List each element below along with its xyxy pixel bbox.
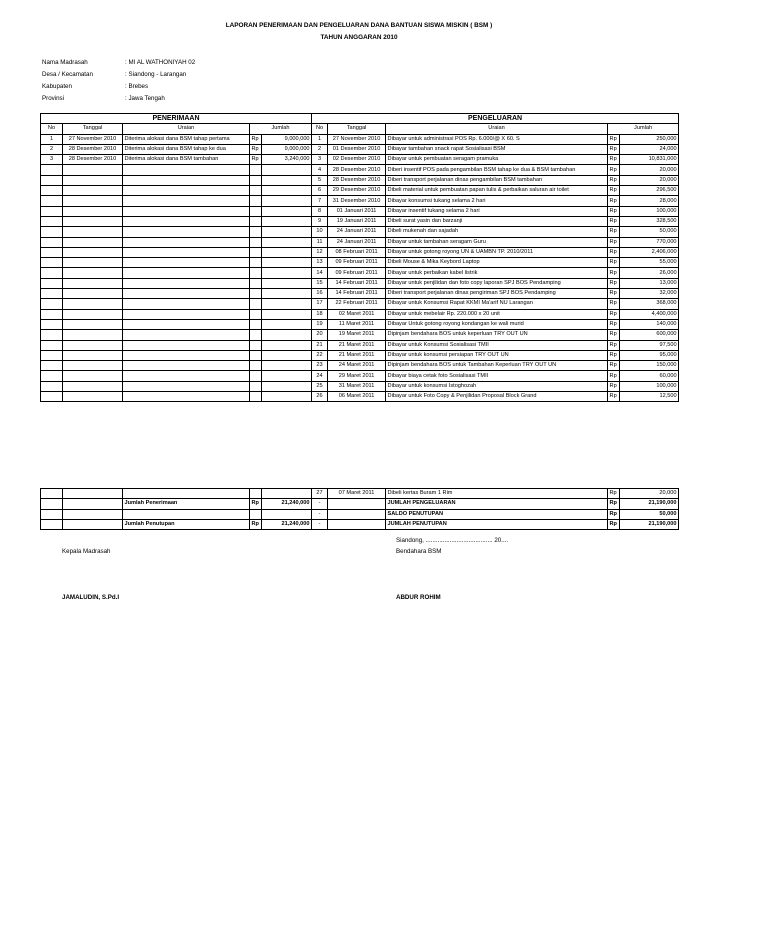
col-header-uraian: Uraian	[123, 124, 250, 134]
saldo-penutupan-value: 50,000	[620, 509, 679, 519]
pengeluaran-uraian: Dibayar untuk perbaikan kabel listrik	[386, 268, 608, 278]
pengeluaran-rp: Rp	[608, 155, 620, 165]
pengeluaran-tanggal: 22 Februari 2011	[328, 299, 386, 309]
pengeluaran-rp: Rp	[608, 175, 620, 185]
pengeluaran-no: 1	[312, 134, 328, 144]
pengeluaran-jumlah: 95,000	[620, 350, 679, 360]
pengeluaran-uraian: Dibayar konsumsi tukang selama 2 hari	[386, 196, 608, 206]
dash-cell: -	[312, 499, 328, 509]
penerimaan-uraian: Diterima alokasi dana BSM tahap pertama	[123, 134, 250, 144]
jumlah-penerimaan-value: 21,240,000	[262, 499, 312, 509]
penerimaan-rp: Rp	[250, 144, 262, 154]
pengeluaran-uraian: Dibayar untuk administrasi POS Rp. 6.000/@ X 60. S	[386, 134, 608, 144]
table-row	[41, 350, 679, 360]
pengeluaran-no: 5	[312, 175, 328, 185]
row-uraian: Dibeli kertas Buram 1 Rim	[386, 489, 608, 499]
signature-left-role: Kepala Madrasah	[62, 548, 111, 555]
table-row	[41, 519, 679, 529]
row-currency: Rp	[608, 489, 620, 499]
jumlah-penerimaan-label: Jumlah Penerimaan	[123, 499, 250, 509]
penerimaan-header: PENERIMAAN	[41, 114, 312, 124]
pengeluaran-jumlah: 20,000	[620, 165, 679, 175]
pengeluaran-rp: Rp	[608, 361, 620, 371]
pengeluaran-uraian: Dibayar untuk pembuatan seragam pramuka	[386, 155, 608, 165]
table-row	[41, 237, 679, 247]
pengeluaran-no: 6	[312, 186, 328, 196]
pengeluaran-no: 7	[312, 196, 328, 206]
pengeluaran-tanggal: 09 Februari 2011	[328, 268, 386, 278]
pengeluaran-rp: Rp	[608, 206, 620, 216]
pengeluaran-uraian: Dibayar biaya cetak foto Sosialisasi TMII	[386, 371, 608, 381]
pengeluaran-jumlah: 50,000	[620, 227, 679, 237]
penerimaan-uraian: Diterima alokasi dana BSM tahap ke dua	[123, 144, 250, 154]
pengeluaran-no: 4	[312, 165, 328, 175]
pengeluaran-no: 25	[312, 381, 328, 391]
pengeluaran-no: 2	[312, 144, 328, 154]
pengeluaran-uraian: Dibayar tambahan snack rapat Sosialisasi BSM	[386, 144, 608, 154]
table-row	[41, 144, 679, 154]
pengeluaran-jumlah: 150,000	[620, 361, 679, 371]
pengeluaran-tanggal: 24 Januari 2011	[328, 227, 386, 237]
table-row	[41, 155, 679, 165]
table-row	[41, 371, 679, 381]
pengeluaran-tanggal: 14 Februari 2011	[328, 278, 386, 288]
row-jumlah: 20,000	[620, 489, 679, 499]
pengeluaran-rp: Rp	[608, 340, 620, 350]
info-value-desa: : Siandong - Larangan	[125, 71, 187, 78]
pengeluaran-no: 19	[312, 319, 328, 329]
pengeluaran-no: 11	[312, 237, 328, 247]
pengeluaran-jumlah: 13,000	[620, 278, 679, 288]
pengeluaran-tanggal: 29 Maret 2011	[328, 371, 386, 381]
pengeluaran-jumlah: 296,500	[620, 186, 679, 196]
pengeluaran-no: 20	[312, 330, 328, 340]
pengeluaran-no: 10	[312, 227, 328, 237]
dash-cell: -	[312, 519, 328, 529]
pengeluaran-uraian: Dibayar untuk penjilidan dan foto copy laporan SPJ BOS Pendamping	[386, 278, 608, 288]
pengeluaran-rp: Rp	[608, 227, 620, 237]
pengeluaran-rp: Rp	[608, 381, 620, 391]
pengeluaran-tanggal: 14 Februari 2011	[328, 289, 386, 299]
jumlah-penutupan-left-label: Jumlah Penutupan	[123, 519, 250, 529]
pengeluaran-uraian: Dibayar untuk tambahan seragam Guru	[386, 237, 608, 247]
penerimaan-tanggal: 28 Desember 2010	[63, 155, 123, 165]
pengeluaran-tanggal: 02 Maret 2011	[328, 309, 386, 319]
jumlah-penutupan-right-currency: Rp	[608, 519, 620, 529]
penerimaan-jumlah: 3,240,000	[262, 155, 312, 165]
info-value-provinsi: : Jawa Tengah	[125, 95, 165, 102]
pengeluaran-uraian: Dibayar insentif tukang selama 2 hari	[386, 206, 608, 216]
jumlah-pengeluaran-label: JUMLAH PENGELUARAN	[386, 499, 608, 509]
signature-left-name: JAMALUDIN, S.Pd.I	[62, 594, 120, 601]
signature-place-date: Siandong, ....................................... 20....	[396, 537, 509, 544]
penerimaan-no: 2	[41, 144, 63, 154]
pengeluaran-no: 16	[312, 289, 328, 299]
column-header-row	[41, 124, 679, 134]
pengeluaran-jumlah: 20,000	[620, 175, 679, 185]
col-header-tanggal: Tanggal	[328, 124, 386, 134]
jumlah-penutupan-right-value: 21,190,000	[620, 519, 679, 529]
pengeluaran-jumlah: 12,500	[620, 392, 679, 402]
pengeluaran-no: 22	[312, 350, 328, 360]
pengeluaran-jumlah: 26,000	[620, 268, 679, 278]
row-no: 27	[312, 489, 328, 499]
pengeluaran-jumlah: 250,000	[620, 134, 679, 144]
pengeluaran-rp: Rp	[608, 144, 620, 154]
pengeluaran-tanggal: 09 Februari 2011	[328, 258, 386, 268]
pengeluaran-rp: Rp	[608, 165, 620, 175]
pengeluaran-rp: Rp	[608, 330, 620, 340]
pengeluaran-uraian: Dibayar untuk Konsumsi Rapat KKMI Ma'arif NU Larangan	[386, 299, 608, 309]
pengeluaran-no: 14	[312, 268, 328, 278]
col-header-jumlah: Jumlah	[608, 124, 679, 134]
jumlah-pengeluaran-value: 21,190,000	[620, 499, 679, 509]
table-row	[41, 196, 679, 206]
pengeluaran-uraian: Dibayar untuk mebelair Rp. 220.000 x 20 unit	[386, 309, 608, 319]
pengeluaran-jumlah: 140,000	[620, 319, 679, 329]
pengeluaran-jumlah: 100,000	[620, 206, 679, 216]
pengeluaran-jumlah: 60,000	[620, 371, 679, 381]
pengeluaran-no: 13	[312, 258, 328, 268]
pengeluaran-rp: Rp	[608, 319, 620, 329]
pengeluaran-tanggal: 24 Januari 2011	[328, 237, 386, 247]
pengeluaran-no: 24	[312, 371, 328, 381]
pengeluaran-rp: Rp	[608, 309, 620, 319]
pengeluaran-jumlah: 10,831,000	[620, 155, 679, 165]
penerimaan-jumlah: 9,000,000	[262, 144, 312, 154]
pengeluaran-uraian: Diberi transport perjalanan dinas pengambilan BSM tambahan	[386, 175, 608, 185]
pengeluaran-no: 18	[312, 309, 328, 319]
pengeluaran-jumlah: 600,000	[620, 330, 679, 340]
table-row	[41, 361, 679, 371]
main-ledger-table	[40, 113, 679, 402]
pengeluaran-uraian: Dipinjam bendahara BOS untuk keperluan TRY OUT UN	[386, 330, 608, 340]
penerimaan-jumlah: 9,000,000	[262, 134, 312, 144]
table-row	[41, 509, 679, 519]
info-label-madrasah: Nama Madrasah	[42, 59, 88, 66]
pengeluaran-jumlah: 328,500	[620, 216, 679, 226]
pengeluaran-uraian: Dibayar untuk gotong royong UN & UAMBN TP. 2010/2011	[386, 247, 608, 257]
info-value-madrasah: : MI AL WATHONIYAH 02	[125, 59, 196, 66]
pengeluaran-uraian: Dibayar untuk konsumsi Istoghozah	[386, 381, 608, 391]
pengeluaran-uraian: Dibeli Mouse & Mika Keybord Laptop	[386, 258, 608, 268]
pengeluaran-no: 12	[312, 247, 328, 257]
dash-cell: -	[312, 509, 328, 519]
col-header-tanggal: Tanggal	[63, 124, 123, 134]
pengeluaran-tanggal: 31 Desember 2010	[328, 196, 386, 206]
pengeluaran-uraian: Dibayar untuk konsumsi persiapan TRY OUT UN	[386, 350, 608, 360]
table-row	[41, 299, 679, 309]
pengeluaran-jumlah: 4,400,000	[620, 309, 679, 319]
pengeluaran-rp: Rp	[608, 289, 620, 299]
pengeluaran-tanggal: 31 Maret 2011	[328, 381, 386, 391]
pengeluaran-tanggal: 11 Maret 2011	[328, 319, 386, 329]
pengeluaran-tanggal: 27 November 2010	[328, 134, 386, 144]
pengeluaran-uraian: Diberi insentif POS pada pengambilan BSM tahap ke dua & BSM tambahan	[386, 165, 608, 175]
pengeluaran-uraian: Dibayar untuk Konsumsi Sosialisasi TMII	[386, 340, 608, 350]
info-label-kabupaten: Kabupaten	[42, 83, 72, 90]
info-label-provinsi: Provinsi	[42, 95, 65, 102]
pengeluaran-jumlah: 100,000	[620, 381, 679, 391]
col-header-jumlah: Jumlah	[250, 124, 312, 134]
pengeluaran-header: PENGELUARAN	[312, 114, 679, 124]
table-row	[41, 340, 679, 350]
table-row	[41, 278, 679, 288]
pengeluaran-rp: Rp	[608, 186, 620, 196]
table-row	[41, 247, 679, 257]
jumlah-pengeluaran-currency: Rp	[608, 499, 620, 509]
table-row	[41, 309, 679, 319]
pengeluaran-no: 15	[312, 278, 328, 288]
pengeluaran-no: 23	[312, 361, 328, 371]
pengeluaran-jumlah: 32,000	[620, 289, 679, 299]
col-header-no: No	[312, 124, 328, 134]
penerimaan-no: 3	[41, 155, 63, 165]
pengeluaran-no: 17	[312, 299, 328, 309]
col-header-uraian: Uraian	[386, 124, 608, 134]
pengeluaran-tanggal: 28 Desember 2010	[328, 175, 386, 185]
info-label-desa: Desa / Kecamatan	[42, 71, 93, 78]
pengeluaran-jumlah: 2,406,000	[620, 247, 679, 257]
jumlah-penutupan-left-value: 21,240,000	[262, 519, 312, 529]
table-row	[41, 175, 679, 185]
signature-right-name: ABDUR ROHIM	[396, 594, 441, 601]
saldo-penutupan-label: SALDO PENUTUPAN	[386, 509, 608, 519]
penerimaan-rp: Rp	[250, 134, 262, 144]
pengeluaran-jumlah: 24,000	[620, 144, 679, 154]
pengeluaran-rp: Rp	[608, 371, 620, 381]
pengeluaran-rp: Rp	[608, 247, 620, 257]
pengeluaran-tanggal: 06 Maret 2011	[328, 392, 386, 402]
pengeluaran-uraian: Dibeli surat yasin dan barzanji	[386, 216, 608, 226]
pengeluaran-tanggal: 24 Maret 2011	[328, 361, 386, 371]
pengeluaran-tanggal: 29 Desember 2010	[328, 186, 386, 196]
pengeluaran-tanggal: 01 Januari 2011	[328, 206, 386, 216]
pengeluaran-rp: Rp	[608, 299, 620, 309]
pengeluaran-rp: Rp	[608, 278, 620, 288]
col-header-no: No	[41, 124, 63, 134]
penerimaan-no: 1	[41, 134, 63, 144]
table-row	[41, 216, 679, 226]
pengeluaran-tanggal: 28 Desember 2010	[328, 165, 386, 175]
pengeluaran-rp: Rp	[608, 268, 620, 278]
saldo-penutupan-currency: Rp	[608, 509, 620, 519]
jumlah-penutupan-left-currency: Rp	[250, 519, 262, 529]
pengeluaran-uraian: Dibeli mukenah dan sajadah	[386, 227, 608, 237]
section-header-row	[41, 114, 679, 124]
table-row	[41, 227, 679, 237]
penerimaan-tanggal: 28 Desember 2010	[63, 144, 123, 154]
report-subtitle: TAHUN ANGGARAN 2010	[320, 34, 398, 41]
table-row	[41, 268, 679, 278]
table-row	[41, 258, 679, 268]
pengeluaran-no: 21	[312, 340, 328, 350]
pengeluaran-tanggal: 21 Maret 2011	[328, 350, 386, 360]
table-row	[41, 134, 679, 144]
table-row	[41, 165, 679, 175]
pengeluaran-uraian: Diberi transport perjalanan dinas pengiriman SPJ BOS Pendamping	[386, 289, 608, 299]
jumlah-penutupan-right-label: JUMLAH PENUTUPAN	[386, 519, 608, 529]
pengeluaran-rp: Rp	[608, 237, 620, 247]
table-row	[41, 186, 679, 196]
pengeluaran-jumlah: 97,500	[620, 340, 679, 350]
table-row	[41, 489, 679, 499]
pengeluaran-rp: Rp	[608, 134, 620, 144]
table-row	[41, 392, 679, 402]
pengeluaran-jumlah: 28,000	[620, 196, 679, 206]
pengeluaran-tanggal: 02 Desember 2010	[328, 155, 386, 165]
table-row	[41, 330, 679, 340]
pengeluaran-uraian: Dipinjam bendahara BOS untuk Tambahan Keperluan TRY OUT UN	[386, 361, 608, 371]
penerimaan-tanggal: 27 November 2010	[63, 134, 123, 144]
pengeluaran-jumlah: 55,000	[620, 258, 679, 268]
pengeluaran-no: 3	[312, 155, 328, 165]
signature-right-role: Bendahara BSM	[396, 548, 442, 555]
pengeluaran-no: 26	[312, 392, 328, 402]
pengeluaran-no: 8	[312, 206, 328, 216]
table-row	[41, 319, 679, 329]
pengeluaran-jumlah: 368,000	[620, 299, 679, 309]
report-title: LAPORAN PENERIMAAN DAN PENGELUARAN DANA BANTUAN SISWA MISKIN ( BSM )	[225, 22, 493, 29]
pengeluaran-tanggal: 01 Desember 2010	[328, 144, 386, 154]
pengeluaran-tanggal: 08 Februari 2011	[328, 247, 386, 257]
table-row	[41, 499, 679, 509]
pengeluaran-tanggal: 21 Maret 2011	[328, 340, 386, 350]
penerimaan-rp: Rp	[250, 155, 262, 165]
pengeluaran-rp: Rp	[608, 216, 620, 226]
penerimaan-uraian: Diterima alokasi dana BSM tambahan	[123, 155, 250, 165]
pengeluaran-jumlah: 770,000	[620, 237, 679, 247]
pengeluaran-uraian: Dibeli material untuk pembuatan papan tulis & perbaikan saluran air toilet	[386, 186, 608, 196]
pengeluaran-uraian: Dibayar untuk Foto Copy & Penjilidan Proposal Block Grand	[386, 392, 608, 402]
pengeluaran-tanggal: 19 Maret 2011	[328, 330, 386, 340]
pengeluaran-tanggal: 19 Januari 2011	[328, 216, 386, 226]
table-row	[41, 289, 679, 299]
table-row	[41, 381, 679, 391]
pengeluaran-rp: Rp	[608, 258, 620, 268]
pengeluaran-rp: Rp	[608, 196, 620, 206]
pengeluaran-uraian: Dibayar Untuk gotong royong kondangan ke wali murid	[386, 319, 608, 329]
pengeluaran-rp: Rp	[608, 350, 620, 360]
summary-table	[40, 488, 679, 530]
row-tanggal: 07 Maret 2011	[328, 489, 386, 499]
pengeluaran-no: 9	[312, 216, 328, 226]
jumlah-penerimaan-currency: Rp	[250, 499, 262, 509]
table-row	[41, 206, 679, 216]
pengeluaran-rp: Rp	[608, 392, 620, 402]
info-value-kabupaten: : Brebes	[125, 83, 149, 90]
